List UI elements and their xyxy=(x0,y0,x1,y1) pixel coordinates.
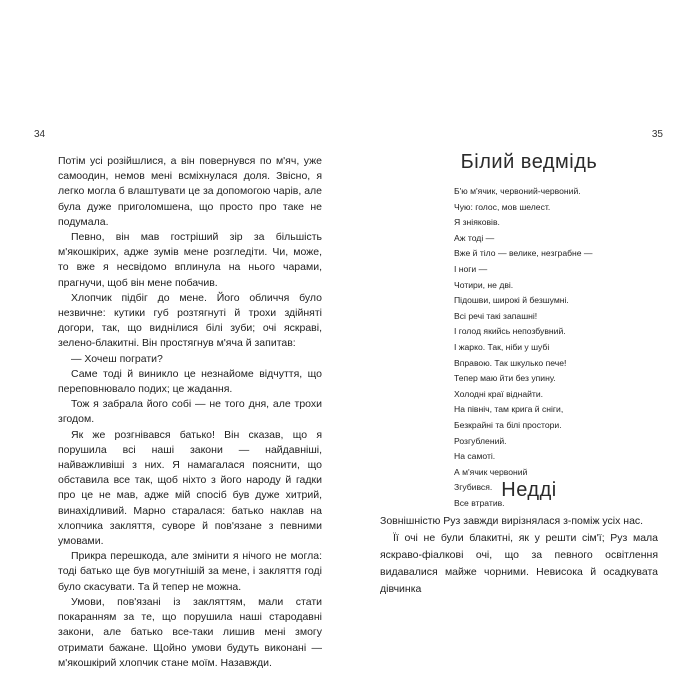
page-number: 35 xyxy=(651,129,663,140)
paragraph: Прикра перешкода, але змінити я нічого не могла: тоді батько ще був могутнішій за мене, і закляття годі було скасувати. Та й тепер не можна. xyxy=(58,550,322,593)
paragraph: Зовнішністю Руз завжди вирізнялася з-поміж усіх нас. xyxy=(380,515,644,527)
poem-line: Чую: голос, мов шелест. xyxy=(454,201,551,212)
right-page xyxy=(350,0,700,700)
poem-line: І ноги — xyxy=(454,263,488,274)
poem-line: На самоті. xyxy=(454,451,496,462)
section-title: Білий ведмідь xyxy=(460,151,598,173)
poem-line: Холодні краї віднайти. xyxy=(454,388,544,399)
poem-line: Підошви, широкі й безшумні. xyxy=(454,295,569,306)
paragraph: Саме тоді й виникло це незнайоме відчуття, що переповнювало подих; це жадання. xyxy=(58,367,322,396)
poem-line: Тепер маю йти без упину. xyxy=(454,373,556,384)
right-page-text xyxy=(380,513,658,598)
poem-line: Всі речі такі запашні! xyxy=(454,310,538,321)
poem-line: На північ, там крига й сніги, xyxy=(454,404,564,415)
paragraph: Як же розгнівався батько! Він сказав, що я порушила всі наші закони — найдавніші, найважливіші з них. Я намагалася пояснити, що обставила все так, щоб ніхто з його народу й гадки про це не мав, адже мій спосіб був дуже хитрий, винахідливий. Марно старалася: батько наклав на хлопчика закляття, суворе й пов'язане з певними умовами. xyxy=(58,428,322,548)
poem-line: Все втратив. xyxy=(454,497,505,508)
paragraph: Її очі не були блакитні, як у решти сім'ї; Руз мала яскраво-фіалкові очі, що за певного освітлення видавалися майже чорними. Невисока й осадкувата дівчинка xyxy=(380,532,658,595)
poem-line: Чотири, не дві. xyxy=(454,279,514,290)
paragraph: Хлопчик підбіг до мене. Його обличчя було незвичне: кутики губ розтягнуті й трохи здійняті догори, так, що виднілися білі зуби; очі яскраві, зелено-блакитні. Він простягнув м'яча й запитав: xyxy=(58,291,322,350)
poem-line: Б'ю м'ячик, червоний-червоний. xyxy=(454,186,581,196)
poem-line: І голод якийсь непозбувний. xyxy=(454,326,566,337)
poem xyxy=(454,184,593,511)
section-title: Недді xyxy=(501,479,557,501)
poem-line: І жарко. Так, ніби у шубі xyxy=(454,341,550,352)
poem-line: А м'ячик червоний xyxy=(454,466,528,477)
page-number: 34 xyxy=(34,129,46,140)
poem-line: Розгублений. xyxy=(454,435,507,446)
paragraph: Потім усі розійшлися, а він повернувся по м'яч, уже самоодин, немов мені всміхнулася доля. Звісно, я легко могла б влаштувати це за допомогою чарів, але була дуже приголомшена, що просто про таке не подумала. xyxy=(58,155,323,228)
paragraph: Умови, пов'язані із закляттям, мали стати покаранням за те, що порушила наші стародавні закони, але батько все-таки лишив мені змогу отримати бажане. Щойно умови будуть виконані — м'якошкірий хлопчик стане моїм. Назавжди. xyxy=(58,595,322,669)
left-page-text xyxy=(58,154,322,671)
poem-line: Я зніяковів. xyxy=(454,217,500,228)
poem-line: Вправою. Так шкулько пече! xyxy=(454,357,567,368)
paragraph: Тож я забрала його собі — не того дня, але трохи згодом. xyxy=(58,398,322,426)
paragraph: Певно, він мав гостріший зір за більшість м'якошкірих, адже зумів мене розгледіти. Чи, може, то вже я несвідомо вплинула на нього чарами, прагнучи, щоб він мене побачив. xyxy=(58,231,322,289)
poem-line: Згубився. xyxy=(454,482,493,493)
poem-line: Безкрайні та білі простори. xyxy=(454,419,562,430)
paragraph: — Хочеш пограти? xyxy=(71,352,163,365)
poem-line: Вже й тіло — велике, незграбне — xyxy=(454,248,593,259)
poem-line: Аж тоді — xyxy=(454,232,495,243)
